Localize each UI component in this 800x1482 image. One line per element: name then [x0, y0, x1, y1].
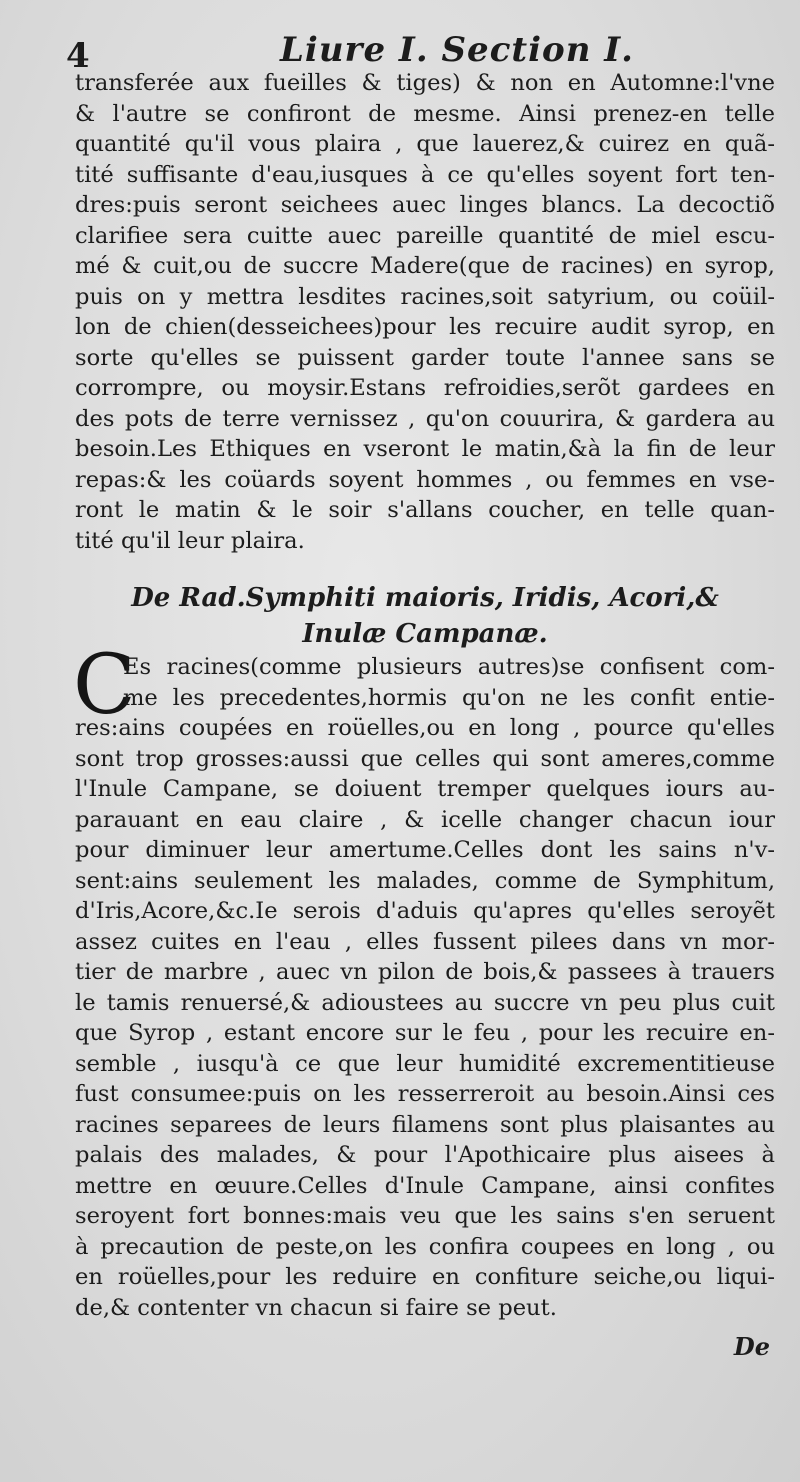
text-line: seroyent fort bonnes:mais veu que les sains s'en seruent [75, 1203, 775, 1229]
catchword: De [733, 1332, 770, 1361]
text-line: à precaution de peste,on les confira coupees en long , ou [75, 1233, 775, 1260]
text-line: mé & cuit,ou de succre Madere(que de racines) en syrop, [75, 253, 775, 279]
text-line: repas:& les coüards soyent hommes , ou femmes en vse- [75, 466, 775, 493]
text-line: puis on y mettra lesdites racines,soit satyrium, ou coüil- [75, 283, 775, 310]
text-line: quantité qu'il vous plaira , que lauerez,& cuirez en quã- [75, 131, 775, 157]
text-line: Es racines(comme plusieurs autres)se confisent com- [123, 654, 775, 680]
running-head: Liure I. Section I. [280, 30, 634, 70]
text-line: me les precedentes,hormis qu'on ne les confit entie- [123, 684, 775, 711]
section-heading [75, 580, 775, 652]
text-line: racines separees de leurs filamens sont plus plaisantes au [75, 1111, 775, 1138]
text-line: sont trop grosses:aussi que celles qui sont ameres,comme [75, 745, 775, 772]
paragraph-1 [75, 68, 775, 556]
text-line: tité qu'il leur plaira. [75, 527, 305, 554]
text-line: sent:ains seulement les malades, comme de Symphitum, [75, 867, 775, 894]
text-line: d'Iris,Acore,&c.Ie serois d'aduis qu'apres qu'elles seroyẽt [75, 898, 775, 924]
text-line: parauant en eau claire , & icelle changer chacun iour [75, 806, 775, 833]
text-line: lon de chien(desseichees)pour les recuire audit syrop, en [75, 314, 775, 340]
text-line: & l'autre se confiront de mesme. Ainsi prenez-en telle [75, 100, 775, 127]
text-line: que Syrop , estant encore sur le feu , pour les recuire en- [75, 1020, 775, 1046]
heading-line-1: De Rad.Symphiti maioris, Iridis, Acori,& [131, 583, 719, 613]
text-line: clarifiee sera cuitte auec pareille quantité de miel escu- [75, 222, 775, 249]
text-line: tité suffisante d'eau,iusques à ce qu'elles soyent fort ten- [75, 161, 775, 188]
text-line: le tamis renuersé,& adioustees au succre vn peu plus cuit [75, 989, 775, 1016]
text-line: res:ains coupées en roüelles,ou en long , pource qu'elles [75, 715, 775, 741]
text-line: dres:puis seront seichees auec linges blancs. La decoctiõ [75, 192, 775, 218]
text-line: en roüelles,pour les reduire en confiture seiche,ou liqui- [75, 1264, 775, 1290]
page-number: 4 [66, 36, 90, 76]
text-line: mettre en œuure.Celles d'Inule Campane, ainsi confites [75, 1172, 775, 1199]
text-line: l'Inule Campane, se doiuent tremper quelques iours au- [75, 776, 775, 802]
text-line: besoin.Les Ethiques en vseront le matin,&à la fin de leur [75, 436, 775, 462]
text-line: corrompre, ou moysir.Estans refroidies,serõt gardees en [75, 375, 775, 401]
text-line: ront le matin & le soir s'allans coucher, en telle quan- [75, 497, 775, 523]
drop-cap: C [73, 638, 136, 733]
heading-line-2: Inulæ Campanæ. [302, 619, 548, 649]
text-line: des pots de terre vernissez , qu'on couurira, & gardera au [75, 405, 775, 432]
text-line: transferée aux fueilles & tiges) & non en Automne:l'vne [75, 70, 775, 96]
text-line: sorte qu'elles se puissent garder toute l'annee sans se [75, 344, 775, 371]
text-line: de,& contenter vn chacun si faire se peut. [75, 1294, 557, 1321]
text-line: fust consumee:puis on les resserreroit au besoin.Ainsi ces [75, 1081, 775, 1107]
text-line: semble , iusqu'à ce que leur humidité excrementitieuse [75, 1050, 775, 1077]
text-line: palais des malades, & pour l'Apothicaire plus aisees à [75, 1142, 775, 1168]
text-line: tier de marbre , auec vn pilon de bois,& passees à trauers [75, 959, 775, 985]
text-line: pour diminuer leur amertume.Celles dont les sains n'v- [75, 837, 775, 863]
paragraph-2 [73, 638, 775, 1323]
text-line: assez cuites en l'eau , elles fussent pilees dans vn mor- [75, 928, 775, 955]
